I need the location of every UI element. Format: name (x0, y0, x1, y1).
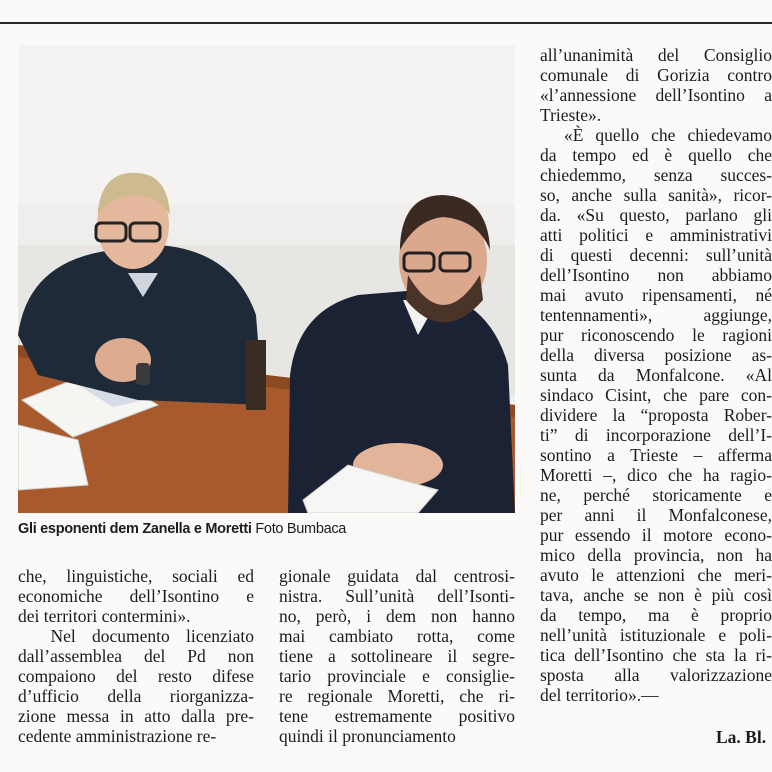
text-line: ti” di incorporazione dell’I- (540, 425, 772, 445)
text-line: pur essendo il motore econo- (540, 525, 772, 545)
article-column-1 (18, 566, 254, 746)
text-line: compaiono del resto difese (18, 666, 254, 686)
text-line: da. «Su questo, parlano gli (540, 205, 772, 225)
text-line: dall’assemblea del Pd non (18, 646, 254, 666)
text-line: atti politici e amministrativi (540, 225, 772, 245)
text-line: Trieste». (540, 105, 602, 125)
photo-illustration (18, 45, 515, 513)
text-line: «È quello che chiedevamo (540, 125, 772, 145)
text-line: re regionale Moretti, che ri- (279, 686, 515, 706)
text-line: gionale guidata dal centrosi- (279, 566, 515, 586)
text-line: sposta alla valorizzazione (540, 665, 772, 685)
text-line: mai cambiato rotta, come (279, 626, 515, 646)
text-line: quindi il pronunciamento (279, 726, 456, 746)
author-signature: La. Bl. (716, 727, 767, 747)
text-line: tene estremamente positivo (279, 706, 515, 726)
text-line: nell’unità istituzionale e poli- (540, 625, 772, 645)
article-column-3 (540, 45, 772, 705)
text-line: tentennamenti», aggiunge, (540, 305, 772, 325)
top-rule (0, 22, 772, 24)
text-line: no, però, i dem non hanno (279, 606, 515, 626)
text-line: della diversa posizione as- (540, 345, 772, 365)
caption-credit: Foto Bumbaca (251, 521, 347, 537)
text-line: comunale di Gorizia contro (540, 65, 772, 85)
text-line: sunta da Monfalcone. «Al (540, 365, 772, 385)
text-line: dei territori contermini». (18, 606, 191, 626)
text-line: tario provinciale e consiglie- (279, 666, 515, 686)
caption-subjects: Gli esponenti dem Zanella e Moretti (18, 521, 252, 537)
text-line: economiche dell’Isontino e (18, 586, 254, 606)
text-line: sontino a Trieste – afferma (540, 445, 772, 465)
photo-caption (18, 521, 518, 537)
text-line: Moretti –, dico che ha ragio- (540, 465, 772, 485)
text-line: all’unanimità del Consiglio (540, 45, 772, 65)
text-line: dividere la “proposta Rober- (540, 405, 772, 425)
text-line: chiedemmo, senza succes- (540, 165, 772, 185)
text-line: tava, anche se non è più così (540, 585, 772, 605)
text-line: dell’Isontino non abbiamo (540, 265, 772, 285)
text-line: tica dell’Isontino che sta la ri- (540, 645, 772, 665)
text-line: mai avuto ripensamenti, né (540, 285, 772, 305)
text-line: sindaco Cisint, che pare con- (540, 385, 772, 405)
text-line: Nel documento licenziato (18, 626, 254, 646)
text-line: «l’annessione dell’Isontino a (540, 85, 772, 105)
text-line: avuto le attenzioni che meri- (540, 565, 772, 585)
text-line: ne, perché storicamente e (540, 485, 772, 505)
article-column-2 (279, 566, 515, 746)
text-line: da tempo ed è quello che (540, 145, 772, 165)
text-line: che, linguistiche, sociali ed (18, 566, 254, 586)
text-line: tiene a sottolineare il segre- (279, 646, 515, 666)
text-line: so, anche sulla sanità», ricor- (540, 185, 772, 205)
news-photo (18, 45, 515, 513)
text-line: d’ufficio della riorganizza- (18, 686, 254, 706)
text-line: pur riconoscendo le ragioni (540, 325, 772, 345)
text-line: mico della provincia, non ha (540, 545, 772, 565)
text-line: zione messa in atto dalla pre- (18, 706, 254, 726)
text-line: di questi decenni: sull’unità (540, 245, 772, 265)
text-line: nistra. Sull’unità dell’Isonti- (279, 586, 515, 606)
text-line: da tempo, ma è proprio (540, 605, 772, 625)
text-line: del territorio».— (540, 685, 659, 705)
text-line: cedente amministrazione re- (18, 726, 217, 746)
text-line: per anni il Monfalconese, (540, 505, 772, 525)
